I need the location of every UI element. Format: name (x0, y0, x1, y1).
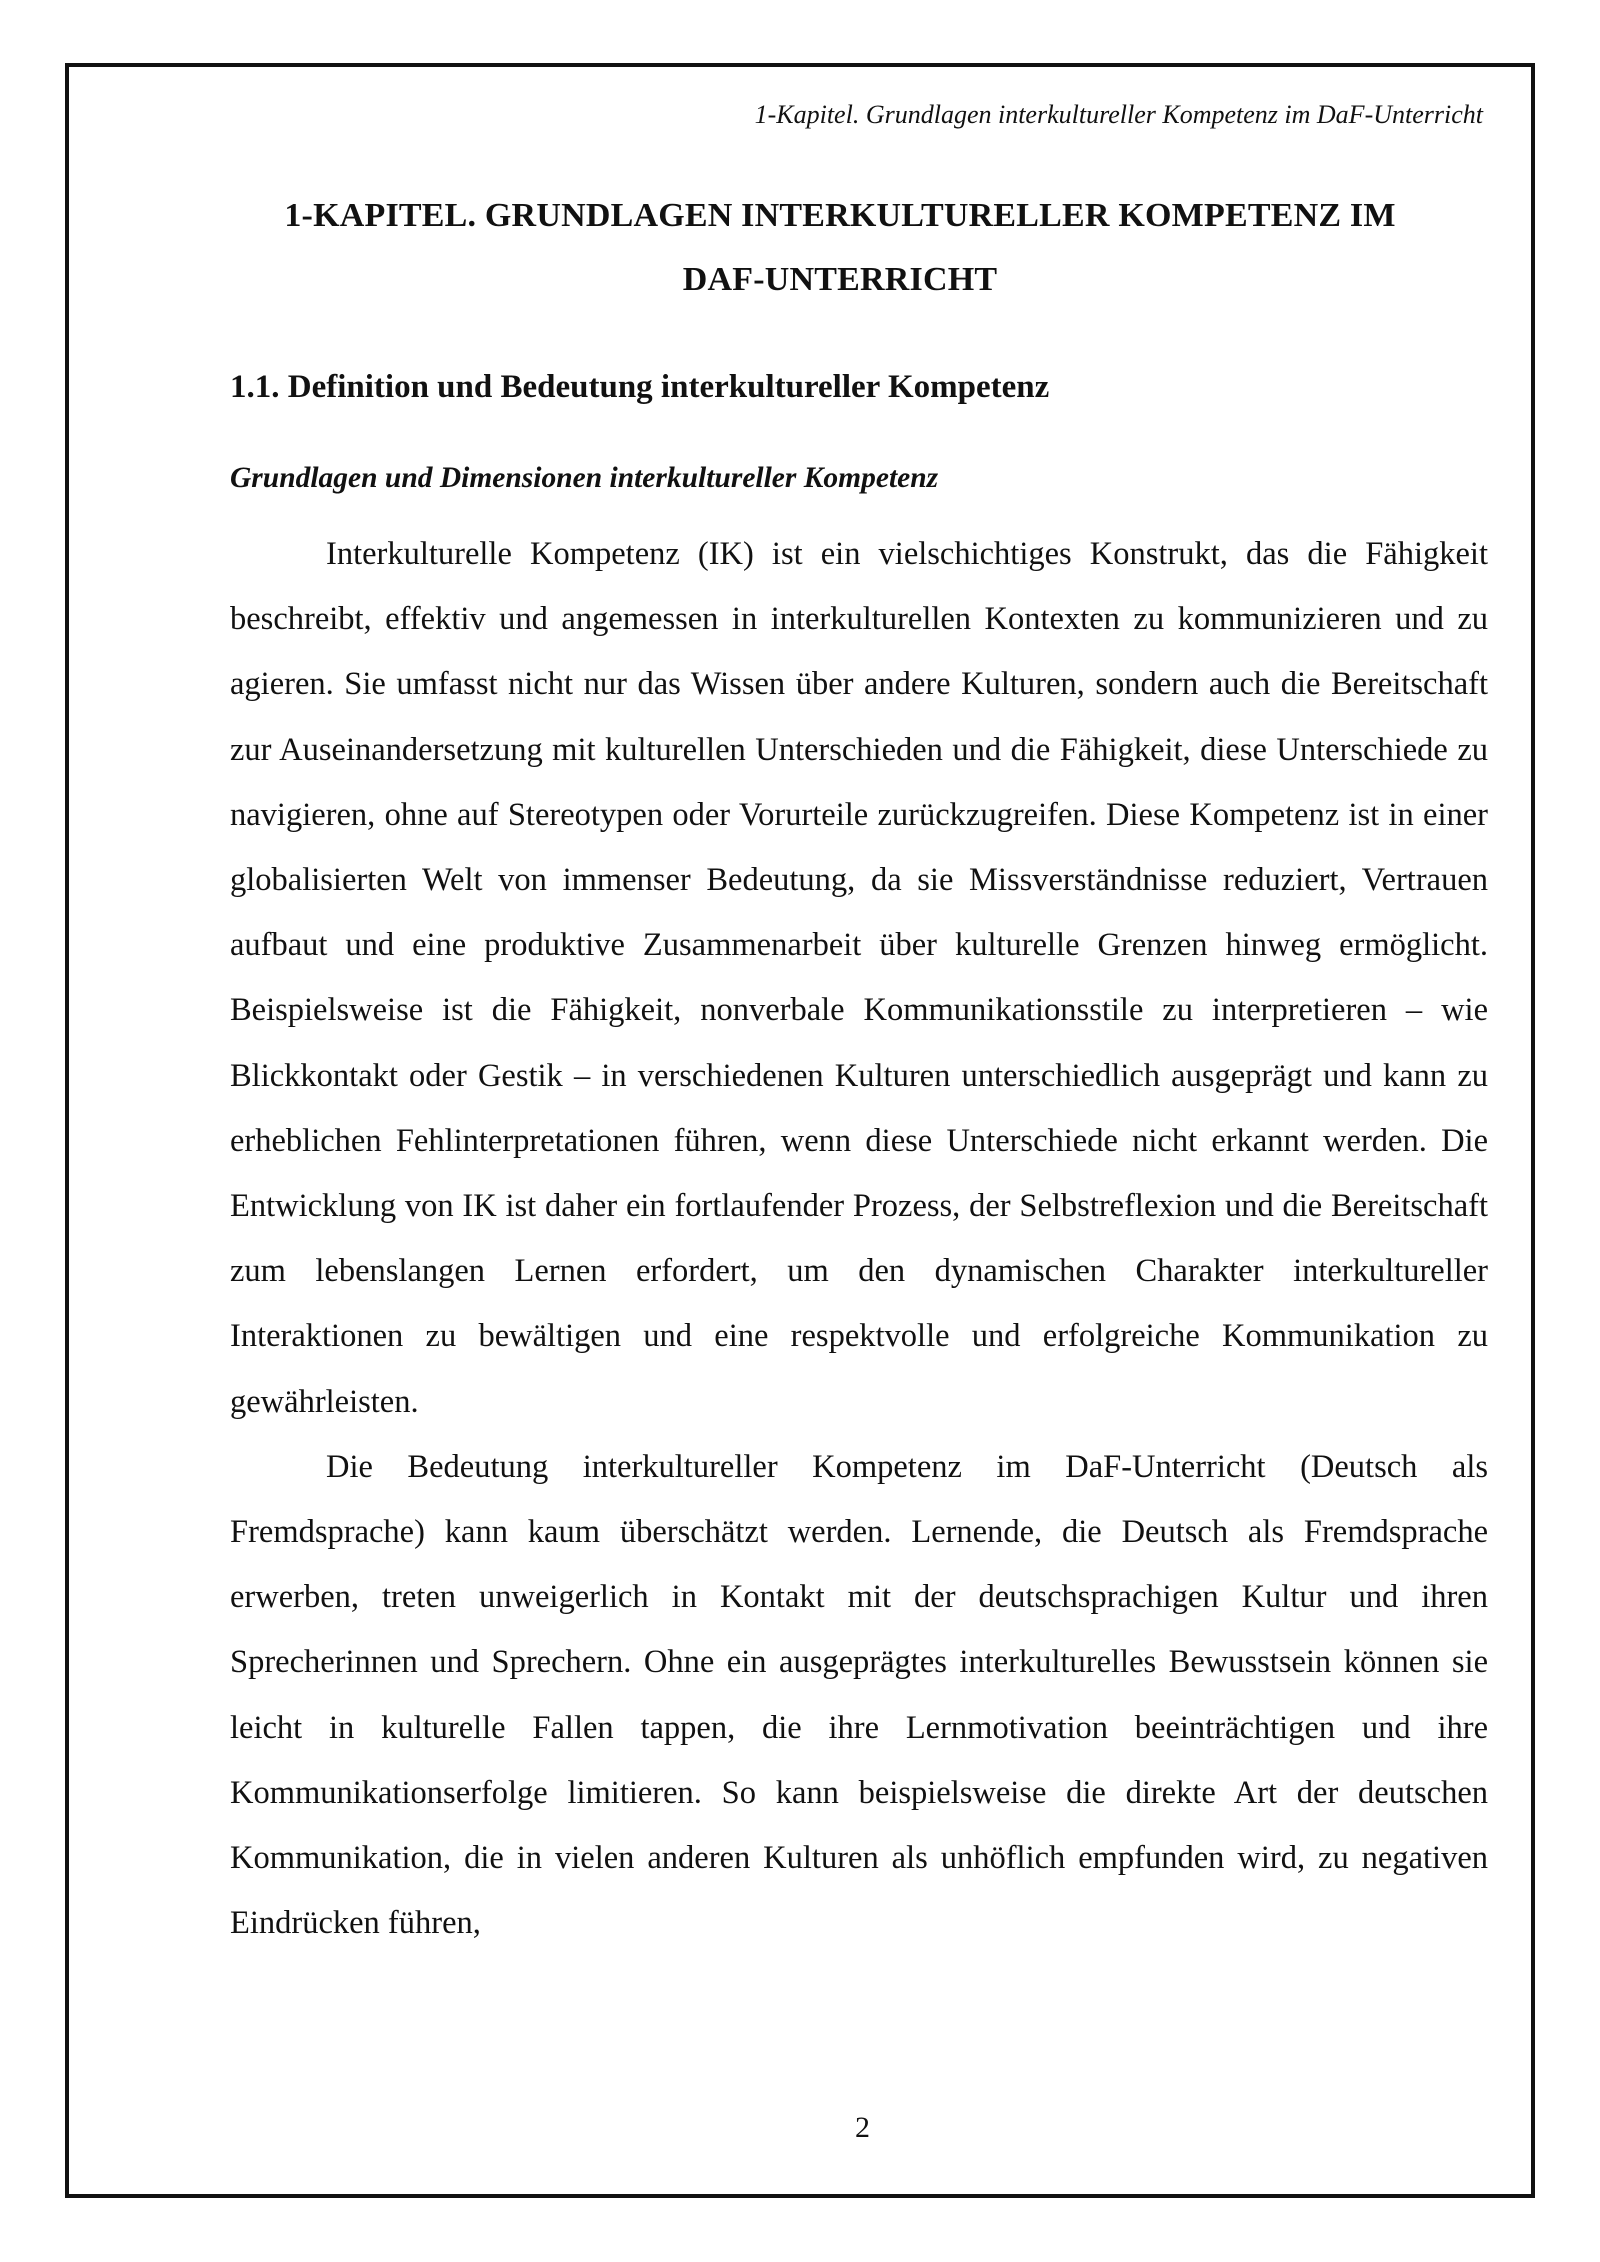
chapter-title-line-1: 1-KAPITEL. GRUNDLAGEN INTERKULTURELLER KOMPETENZ IM (284, 197, 1396, 234)
paragraph: Die Bedeutung interkultureller Kompetenz im DaF-Unterricht (Deutsch als Fremdsprache) kann kaum überschätzt werden. Lernende, die Deutsch als Fremdsprache erwerben, treten unweigerlich in Kontakt mit der deutschsprachigen Kultur und ihren Sprecherinnen und Sprechern. Ohne ein ausgeprägtes interkulturelles Bewusstsein können sie leicht in kulturelle Fallen tappen, die ihre Lernmotivation beeinträchtigen und ihre Kommunikationserfolge limitieren. So kann beispielsweise die direkte Art der deutschen Kommunikation, die in vielen anderen Kulturen als unhöflich empfunden wird, zu negativen Eindrücken führen, (230, 1448, 1488, 1942)
page-number: 2 (855, 2111, 870, 2144)
running-header: 1-Kapitel. Grundlagen interkultureller Kompetenz im DaF-Unterricht (754, 100, 1483, 129)
chapter-title (200, 184, 1480, 312)
section-title: 1.1. Definition und Bedeutung interkultureller Kompetenz (230, 369, 1050, 405)
body-text (230, 522, 1488, 1956)
paragraph: Interkulturelle Kompetenz (IK) ist ein vielschichtiges Konstrukt, das die Fähigkeit beschreibt, effektiv und angemessen in interkulturellen Kontexten zu kommunizieren und zu agieren. Sie umfasst nicht nur das Wissen über andere Kulturen, sondern auch die Bereitschaft zur Auseinandersetzung mit kulturellen Unterschieden und die Fähigkeit, diese Unterschiede zu navigieren, ohne auf Stereotypen oder Vorurteile zurückzugreifen. Diese Kompetenz ist in einer globalisierten Welt von immenser Bedeutung, da sie Missverständnisse reduziert, Vertrauen aufbaut und eine produktive Zusammenarbeit über kulturelle Grenzen hinweg ermöglicht. Beispielsweise ist die Fähigkeit, nonverbale Kommunikationsstile zu interpretieren – wie Blickkontakt oder Gestik – in verschiedenen Kulturen unterschiedlich ausgeprägt und kann zu erheblichen Fehlinterpretationen führen, wenn diese Unterschiede nicht erkannt werden. Die Entwicklung von IK ist daher ein fortlaufender Prozess, der Selbstreflexion und die Bereitschaft zum lebenslangen Lernen erfordert, um den dynamischen Charakter interkultureller Interaktionen zu bewältigen und eine respektvolle und erfolgreiche Kommunikation zu gewährleisten. (230, 536, 1488, 1420)
subsection-title: Grundlagen und Dimensionen interkultureller Kompetenz (230, 462, 939, 494)
chapter-title-line-2: DAF-UNTERRICHT (682, 261, 998, 298)
